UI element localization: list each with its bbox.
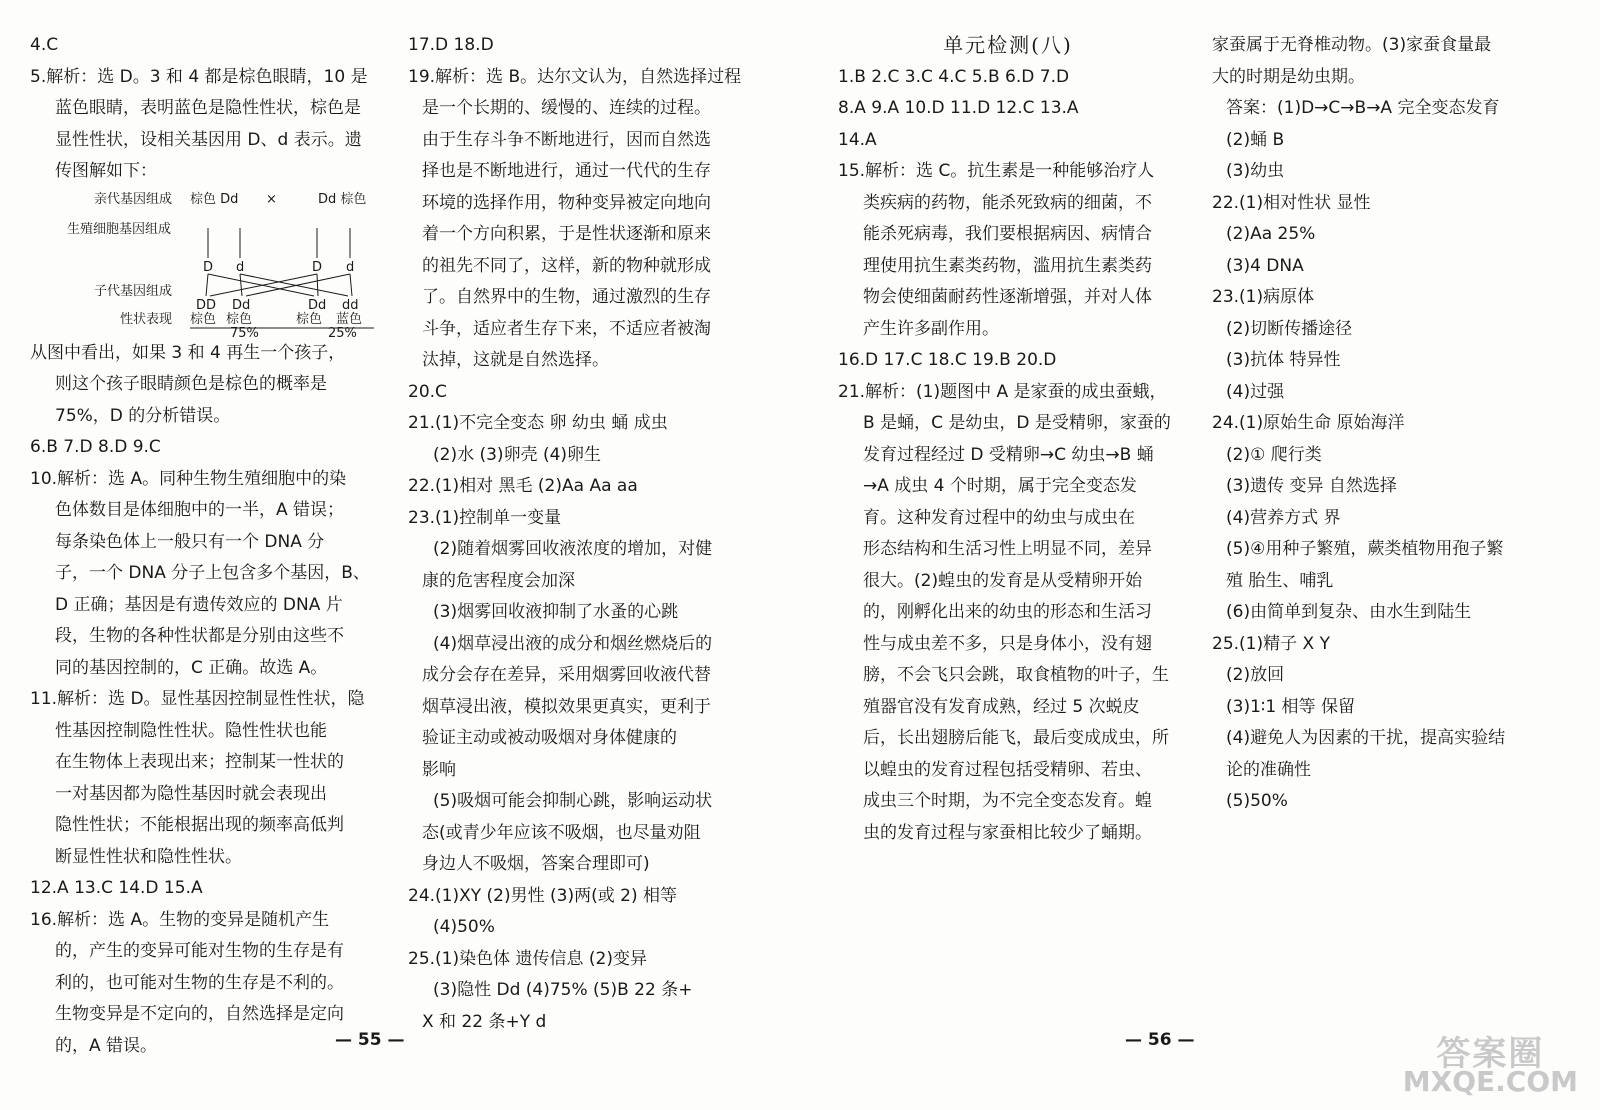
- text-line: (2)随着烟雾回收液浓度的增加，对健: [433, 539, 713, 559]
- text-line: 是一个长期的、缓慢的、连续的过程。: [422, 98, 711, 118]
- text-line: 子，一个 DNA 分子上包含多个基因，B、: [55, 563, 370, 583]
- gamete-1: D: [203, 259, 214, 275]
- text-line: 由于生存斗争不断地进行，因而自然选: [422, 129, 711, 150]
- text-line: 16.解析：选 A。生物的变异是随机产生: [30, 909, 330, 930]
- trait-4: 蓝色: [336, 311, 363, 327]
- text-line: 20.C: [408, 381, 447, 402]
- text-line: 的，刚孵化出来的幼虫的形态和生活习: [863, 602, 1152, 622]
- text-line: 家蚕属于无脊椎动物。(3)家蚕食量最: [1212, 35, 1492, 55]
- text-line: 身边人不吸烟，答案合理即可): [422, 854, 650, 874]
- text-line: (2)蛹 B: [1226, 129, 1285, 150]
- text-line: 影响: [422, 759, 456, 780]
- right-page-column-1: [838, 30, 1178, 849]
- text-line: 以蝗虫的发育过程包括受精卵、若虫、: [863, 759, 1152, 780]
- offspring-4: dd: [342, 297, 359, 313]
- text-line: 择也是不断地进行，通过一代代的生存: [422, 161, 711, 181]
- text-line: 答案：(1)D→C→B→A 完全变态发育: [1226, 98, 1500, 118]
- watermark-line-1: 答案圈: [1436, 1034, 1545, 1074]
- text-line: 成分会存在差异，采用烟雾回收液代替: [422, 665, 711, 685]
- text-line: 段，生物的各种性状都是分别由这些不: [55, 626, 344, 646]
- text-line: 态(或青少年应该不吸烟，也尽量劝阻: [422, 822, 701, 843]
- text-line: →A 成虫 4 个时期，属于完全变态发: [863, 476, 1137, 496]
- text-line: (5)吸烟可能会抑制心跳，影响运动状: [433, 791, 713, 811]
- text-line: (3)隐性 Dd (4)75% (5)B 22 条+: [433, 980, 693, 1000]
- text-line: 6.B 7.D 8.D 9.C: [30, 437, 161, 457]
- watermark-line-2: MXQE.COM: [1402, 1065, 1578, 1098]
- text-line: 很大。(2)蝗虫的发育是从受精卵开始: [863, 570, 1143, 591]
- text-line: 的，产生的变异可能对生物的生存是有: [55, 941, 344, 961]
- text-line: 15.解析：选 C。抗生素是一种能够治疗人: [838, 161, 1155, 181]
- ratio-brown: 75%: [230, 325, 259, 341]
- text-line: 殖 胎生、哺乳: [1226, 570, 1334, 591]
- trait-3: 棕色: [296, 311, 323, 327]
- trait-1: 棕色: [190, 311, 217, 327]
- text-line: X 和 22 条+Y d: [422, 1011, 547, 1032]
- section-title: 单元检测(八): [943, 33, 1073, 57]
- text-line: (2)Aa 25%: [1226, 224, 1316, 244]
- text-line: 殖器官没有发育成熟，经过 5 次蜕皮: [863, 696, 1140, 717]
- text-line: 理使用抗生素类药物，滥用抗生素类药: [863, 255, 1152, 276]
- text-line: 11.解析：选 D。显性基因控制显性性状，隐: [30, 689, 365, 709]
- gamete-4: d: [346, 259, 355, 275]
- text-line: 论的准确性: [1226, 759, 1311, 780]
- text-line: 则这个孩子眼睛颜色是棕色的概率是: [55, 374, 327, 394]
- text-line: 8.A 9.A 10.D 11.D 12.C 13.A: [838, 98, 1079, 118]
- text-line: B 是蛹，C 是幼虫，D 是受精卵，家蚕的: [863, 413, 1171, 433]
- text-line: 22.(1)相对 黑毛 (2)Aa Aa aa: [408, 476, 638, 496]
- text-line: 能杀死病毒，我们要根据病因、病情合: [863, 224, 1152, 244]
- text-line: 类疾病的药物，能杀死致病的细菌，不: [863, 192, 1152, 213]
- gamete-2: d: [236, 259, 245, 275]
- text-line: (4)避免人为因素的干扰，提高实验结: [1226, 728, 1506, 748]
- offspring-3: Dd: [308, 297, 327, 313]
- text-line: 显性性状，设相关基因用 D、d 表示。遗: [55, 129, 362, 150]
- text-line: 12.A 13.C 14.D 15.A: [30, 878, 203, 898]
- text-line: (2)① 爬行类: [1226, 444, 1322, 465]
- text-line: 21.(1)不完全变态 卵 幼虫 蛹 成虫: [408, 413, 668, 433]
- parent-right: Dd 棕色: [318, 191, 367, 207]
- parent-left: 棕色 Dd: [190, 191, 239, 207]
- text-line: 成虫三个时期，为不完全变态发育。蝗: [863, 791, 1152, 811]
- text-line: (4)过强: [1226, 381, 1285, 402]
- watermark-logo: [1402, 1034, 1578, 1098]
- text-line: 23.(1)控制单一变量: [408, 507, 562, 528]
- text-line: 发育过程经过 D 受精卵→C 幼虫→B 蛹: [863, 444, 1154, 465]
- text-line: (4)烟草浸出液的成分和烟丝燃烧后的: [433, 633, 713, 654]
- text-line: 22.(1)相对性状 显性: [1212, 192, 1371, 213]
- text-line: (6)由简单到复杂、由水生到陆生: [1226, 602, 1472, 622]
- text-line: 25.(1)染色体 遗传信息 (2)变异: [408, 948, 648, 969]
- text-line: 17.D 18.D: [408, 35, 494, 55]
- text-line: 膀，不会飞只会跳，取食植物的叶子，生: [863, 665, 1169, 685]
- text-line: (3)烟雾回收液抑制了水蚤的心跳: [433, 602, 679, 622]
- text-line: 75%，D 的分析错误。: [55, 405, 231, 426]
- text-line: (3)遗传 变异 自然选择: [1226, 476, 1397, 496]
- text-line: 每条染色体上一般只有一个 DNA 分: [55, 531, 325, 552]
- text-line: (2)放回: [1226, 665, 1285, 685]
- text-line: 同的基因控制的，C 正确。故选 A。: [55, 657, 328, 678]
- text-line: 蓝色眼睛，表明蓝色是隐性性状，棕色是: [55, 98, 361, 118]
- text-line: (5)④用种子繁殖，蕨类植物用孢子繁: [1226, 539, 1504, 559]
- text-line: (3)1∶1 相等 保留: [1226, 696, 1355, 717]
- text-line: 大的时期是幼虫期。: [1212, 66, 1365, 87]
- text-line: 隐性性状；不能根据出现的频率高低判: [55, 815, 344, 835]
- text-line: 环境的选择作用，物种变异被定向地向: [422, 192, 711, 213]
- text-line: 验证主动或被动吸烟对身体健康的: [422, 728, 677, 748]
- text-line: 生物变异是不定向的，自然选择是定向: [55, 1004, 344, 1024]
- cross-symbol: ×: [266, 191, 277, 207]
- genetic-cross-diagram: [30, 188, 380, 341]
- gamete-genotype-label: 生殖细胞基因组成: [67, 221, 172, 237]
- text-line: 形态结构和生活习性上明显不同，差异: [863, 539, 1152, 559]
- text-line: 断显性性状和隐性性状。: [55, 846, 242, 867]
- left-page-column-2: [408, 30, 742, 1038]
- text-line: 的祖先不同了，这样，新的物种就形成: [422, 255, 711, 276]
- offspring-2: Dd: [232, 297, 251, 313]
- text-line: 1.B 2.C 3.C 4.C 5.B 6.D 7.D: [838, 66, 1070, 87]
- text-line: (4)50%: [433, 917, 495, 937]
- text-line: 烟草浸出液，模拟效果更真实，更利于: [422, 696, 711, 717]
- text-line: 24.(1)原始生命 原始海洋: [1212, 413, 1405, 433]
- page-number-left: — 55 —: [335, 1030, 405, 1050]
- text-line: 在生物体上表现出来；控制某一性状的: [55, 752, 344, 772]
- ratio-blue: 25%: [328, 325, 357, 341]
- text-line: 从图中看出，如果 3 和 4 再生一个孩子，: [30, 342, 346, 363]
- text-line: 利的，也可能对生物的生存是不利的。: [55, 972, 344, 993]
- text-line: 10.解析：选 A。同种生物生殖细胞中的染: [30, 468, 347, 489]
- text-line: 后，长出翅膀后能飞，最后变成成虫，所: [863, 728, 1169, 748]
- offspring-1: DD: [196, 297, 217, 313]
- trait-label: 性状表现: [120, 311, 173, 327]
- text-line: 的，A 错误。: [55, 1035, 158, 1056]
- text-line: (3)4 DNA: [1226, 255, 1304, 276]
- text-line: (2)水 (3)卵壳 (4)卵生: [433, 444, 602, 465]
- text-line: 14.A: [838, 129, 877, 150]
- page-number-right: — 56 —: [1125, 1030, 1195, 1050]
- offspring-genotype-label: 子代基因组成: [94, 283, 173, 299]
- text-line: 传图解如下：: [55, 161, 157, 181]
- text-line: 25.(1)精子 X Y: [1212, 633, 1330, 654]
- text-line: (2)切断传播途径: [1226, 318, 1353, 339]
- text-line: D 正确；基因是有遗传效应的 DNA 片: [55, 594, 343, 615]
- text-line: 5.解析：选 D。3 和 4 都是棕色眼睛，10 是: [30, 66, 368, 87]
- text-line: (3)幼虫: [1226, 161, 1285, 181]
- text-line: 虫的发育过程与家蚕相比较少了蛹期。: [863, 822, 1152, 843]
- text-line: 产生许多副作用。: [863, 318, 999, 339]
- text-line: 性与成虫差不多，只是身体小，没有翅: [863, 633, 1152, 654]
- text-line: 19.解析：选 B。达尔文认为，自然选择过程: [408, 66, 742, 87]
- trait-2: 棕色: [226, 311, 253, 327]
- text-line: 汰掉，这就是自然选择。: [422, 350, 609, 370]
- text-line: (4)营养方式 界: [1226, 507, 1341, 528]
- text-line: 性基因控制隐性性状。隐性性状也能: [55, 720, 327, 741]
- text-line: 4.C: [30, 35, 59, 55]
- text-line: (5)50%: [1226, 791, 1288, 811]
- text-line: 育。这种发育过程中的幼虫与成虫在: [863, 507, 1135, 528]
- text-line: 21.解析：(1)题图中 A 是家蚕的成虫蚕蛾，: [838, 381, 1167, 402]
- text-line: 24.(1)XY (2)男性 (3)两(或 2) 相等: [408, 885, 678, 906]
- text-line: 物会使细菌耐药性逐渐增强，并对人体: [863, 287, 1152, 307]
- text-line: 斗争，适应者生存下来，不适应者被淘: [422, 318, 711, 339]
- right-page-column-2: [1212, 30, 1542, 818]
- parent-genotype-label: 亲代基因组成: [94, 191, 173, 207]
- text-line: 16.D 17.C 18.C 19.B 20.D: [838, 350, 1057, 370]
- text-line: (3)抗体 特异性: [1226, 350, 1341, 370]
- text-line: 康的危害程度会加深: [422, 570, 575, 591]
- text-line: 23.(1)病原体: [1212, 287, 1315, 307]
- gamete-3: D: [312, 259, 323, 275]
- left-page-column-1: [30, 30, 380, 1062]
- text-line: 着一个方向积累，于是性状逐渐和原来: [422, 224, 711, 244]
- text-line: 色体数目是体细胞中的一半，A 错误；: [55, 500, 345, 520]
- text-line: 一对基因都为隐性基因时就会表现出: [55, 783, 327, 804]
- text-line: 了。自然界中的生物，通过激烈的生存: [422, 287, 711, 307]
